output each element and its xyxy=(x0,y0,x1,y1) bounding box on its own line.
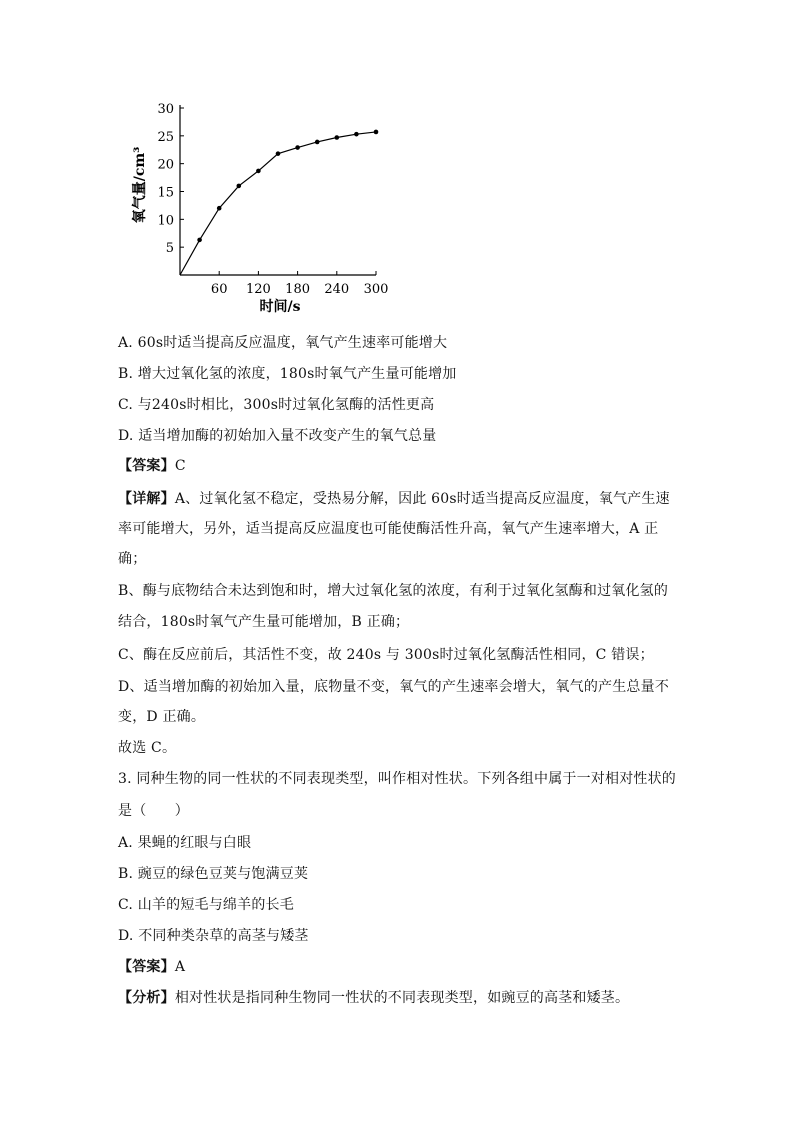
text-line xyxy=(118,395,434,415)
line-text: C. 与240s时相比，300s时过氧化氢酶的活性更高 xyxy=(118,397,435,413)
line-text: B. 增大过氧化氢的浓度，180s时氧气产生量可能增加 xyxy=(118,366,457,382)
text-line xyxy=(118,957,185,977)
line-text: B. 豌豆的绿色豆荚与饱满豆荚 xyxy=(118,866,309,882)
x-tick-label: 60 xyxy=(210,282,228,297)
text-line xyxy=(118,581,668,601)
line-text: C、酶在反应前后，其活性不变，故 240s 与 300s时过氧化氢酶活性相同，C 错误； xyxy=(118,647,654,663)
data-point xyxy=(354,132,359,137)
text-line xyxy=(118,333,447,353)
data-point xyxy=(374,130,379,135)
line-text: D、适当增加酶的初始加入量，底物量不变，氧气的产生速率会增大，氧气的产生总量不 xyxy=(118,679,670,695)
x-tick-label: 240 xyxy=(324,282,350,297)
line-text: B、酶与底物结合未达到饱和时，增大过氧化氢的浓度，有利于过氧化氢酶和过氧化氢的 xyxy=(118,583,669,599)
line-text: 是（ ） xyxy=(118,803,189,819)
x-tick-label: 180 xyxy=(285,282,311,297)
line-text: C xyxy=(174,458,186,474)
text-line xyxy=(118,612,409,632)
section-tag: 【答案】 xyxy=(118,959,175,975)
data-point xyxy=(237,184,242,189)
line-text: C. 山羊的短毛与绵羊的长毛 xyxy=(118,897,294,913)
y-axis-label: 氧气量/cm³ xyxy=(132,146,148,224)
y-tick-label: 15 xyxy=(157,185,174,201)
line-text: A. 60s时适当提高反应温度，氧气产生速率可能增大 xyxy=(118,335,448,351)
text-line xyxy=(118,426,436,446)
text-line xyxy=(118,801,189,821)
oxygen-time-chart xyxy=(128,95,398,320)
y-tick-label: 30 xyxy=(157,102,174,117)
text-line xyxy=(118,549,146,569)
data-point xyxy=(276,151,281,156)
text-line xyxy=(118,926,309,946)
y-tick-label: 5 xyxy=(165,241,174,257)
line-text: D. 适当增加酶的初始加入量不改变产生的氧气总量 xyxy=(118,428,437,444)
x-tick-label: 300 xyxy=(363,282,389,297)
y-tick-label: 10 xyxy=(157,213,174,229)
text-line xyxy=(118,833,251,853)
text-line xyxy=(118,738,176,758)
text-line xyxy=(118,707,205,727)
line-text: 结合，180s时氧气产生量可能增加，B 正确； xyxy=(118,614,410,630)
data-point xyxy=(197,238,202,243)
text-line xyxy=(118,769,676,789)
text-line xyxy=(118,895,294,915)
data-point xyxy=(315,140,320,145)
data-point xyxy=(256,169,261,174)
line-text: 相对性状是指同种生物同一性状的不同表现类型，如豌豆的高茎和矮茎。 xyxy=(174,990,630,1006)
text-line xyxy=(118,677,669,697)
line-text: A xyxy=(174,959,186,975)
text-line xyxy=(118,364,457,384)
line-text: A. 果蝇的红眼与白眼 xyxy=(118,835,252,851)
section-tag: 【分析】 xyxy=(118,990,175,1006)
text-line xyxy=(118,864,308,884)
line-text: A、过氧化氢不稳定，受热易分解，因此 60s时适当提高反应温度，氧气产生速 xyxy=(174,491,670,507)
line-text: 率可能增大，另外，适当提高反应温度也可能使酶活性升高，氧气产生速率增大，A 正 xyxy=(118,521,659,537)
line-text: D. 不同种类杂草的高茎与矮茎 xyxy=(118,928,309,944)
text-line xyxy=(118,988,629,1008)
x-axis-label: 时间/s xyxy=(259,299,301,315)
line-text: 3. 同种生物的同一性状的不同表现类型，叫作相对性状。下列各组中属于一对相对性状的 xyxy=(118,771,677,787)
data-point xyxy=(217,206,222,211)
y-tick-label: 20 xyxy=(157,157,174,173)
text-line xyxy=(118,456,186,476)
data-point xyxy=(295,145,300,150)
section-tag: 【答案】 xyxy=(118,458,175,474)
line-text: 故选 C。 xyxy=(118,740,177,756)
data-point xyxy=(335,135,340,140)
text-line xyxy=(118,489,670,509)
line-text: 变，D 正确。 xyxy=(118,709,206,725)
line-text: 确； xyxy=(118,551,147,567)
text-line xyxy=(118,519,658,539)
text-line xyxy=(118,645,654,665)
y-tick-label: 25 xyxy=(157,129,174,145)
x-tick-label: 120 xyxy=(245,282,271,297)
chart-svg xyxy=(128,95,398,320)
section-tag: 【详解】 xyxy=(118,491,175,507)
